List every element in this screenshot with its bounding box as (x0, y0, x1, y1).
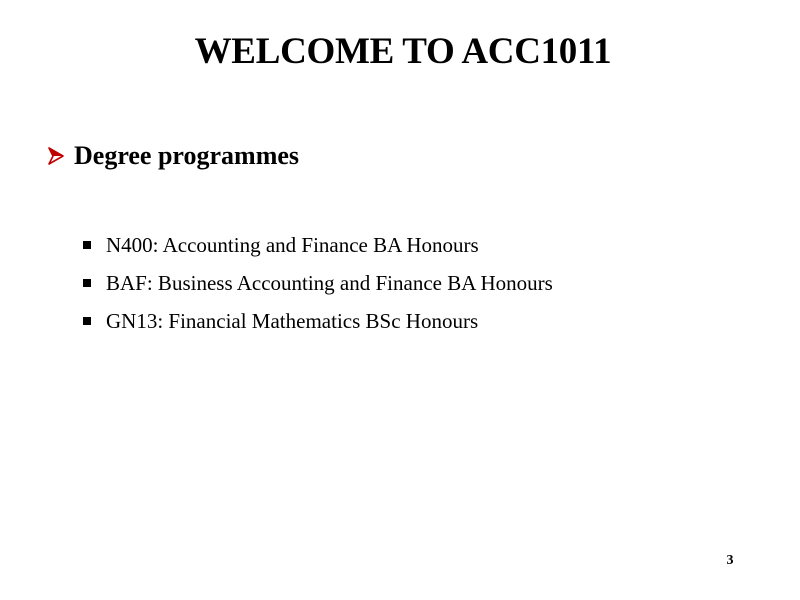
list-item (83, 302, 553, 340)
arrow-bullet-icon (46, 146, 66, 166)
slide-title: WELCOME TO ACC1011 (194, 31, 612, 72)
list-item-text: GN13: Financial Mathematics BSc Honours (106, 309, 479, 333)
square-bullet-icon (83, 241, 91, 249)
programme-list (83, 226, 553, 340)
heading-text: Degree programmes (74, 141, 300, 170)
list-item-text: BAF: Business Accounting and Finance BA Honours (106, 271, 553, 295)
page-number: 3 (726, 553, 734, 568)
list-item (83, 226, 553, 264)
list-item (83, 264, 553, 302)
list-item-text: N400: Accounting and Finance BA Honours (106, 233, 479, 257)
square-bullet-icon (83, 279, 91, 287)
square-bullet-icon (83, 317, 91, 325)
bullet-heading (46, 138, 299, 174)
